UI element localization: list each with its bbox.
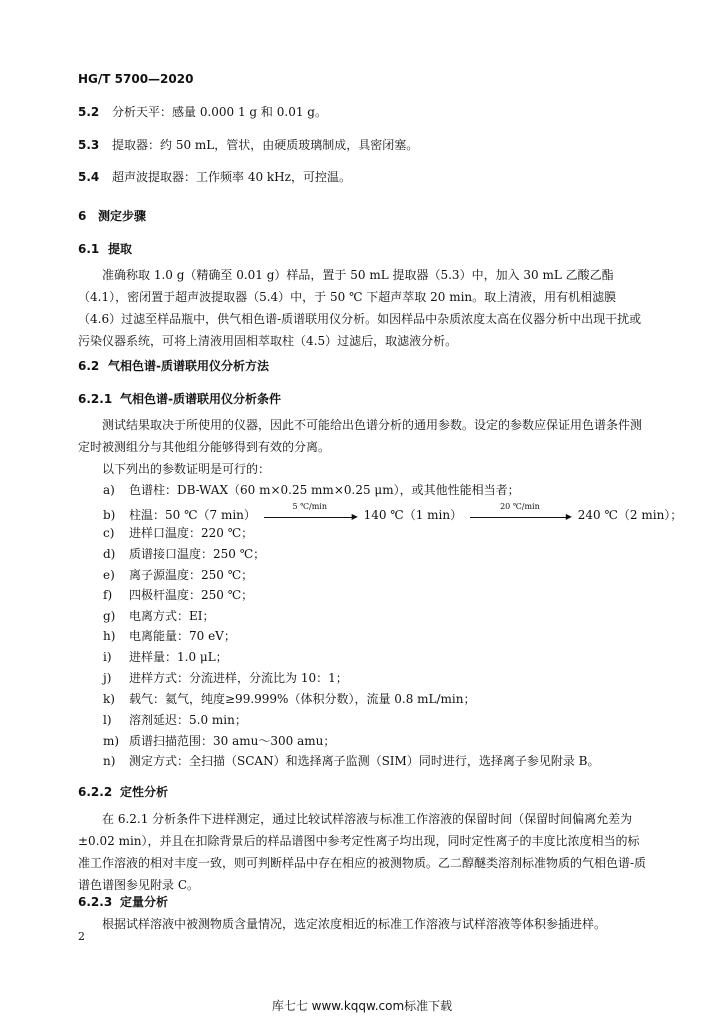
- section-number: 6.2.1: [78, 392, 113, 406]
- item-marker: j): [103, 671, 112, 685]
- list-item-n: [103, 752, 599, 769]
- item-marker: l): [103, 713, 112, 727]
- list-item-l: [103, 711, 247, 728]
- item-marker: d): [103, 547, 116, 561]
- ramp-arrow-2: [470, 502, 572, 521]
- ramp-arrow-1: [264, 502, 358, 521]
- item-text: 电离方式：EI；: [129, 609, 215, 623]
- section-number: 6.1: [78, 242, 100, 256]
- paragraph-6-2-1-a: 测试结果取决于所使用的仪器，因此不可能给出色谱分析的通用参数。设定的参数应保证用色谱条件测定时被测组分与其他组分能够得到有效的分离。: [78, 418, 643, 454]
- section-6-2-2-heading: [78, 783, 168, 800]
- list-item-g: [103, 607, 215, 624]
- item-text: 进样口温度：220 ℃；: [129, 526, 254, 540]
- section-6-2-3-heading: [78, 893, 168, 910]
- ramp-rate-1: 5 ℃/min: [292, 502, 328, 511]
- list-item-k: [103, 690, 476, 707]
- section-title: 气相色谱-质谱联用仪分析条件: [120, 392, 281, 406]
- clause-text: 提取器：约 50 mL，管状，由硬质玻璃制成，具密闭塞。: [112, 138, 419, 152]
- section-6-2-1-heading: [78, 390, 281, 407]
- item-text: 质谱接口温度：250 ℃；: [129, 547, 266, 561]
- clause-number: 5.4: [78, 170, 100, 184]
- list-item-m: [103, 732, 335, 749]
- list-item-d: [103, 545, 265, 562]
- section-title: 测定步骤: [98, 209, 147, 223]
- page-number: 2: [78, 930, 85, 943]
- paragraph-6-1: 准确称取 1.0 g（精确至 0.01 g）样品，置于 50 mL 提取器（5.3）中，加入 30 mL 乙酸乙酯（4.1），密闭置于超声波提取器（5.4）中，于 50 ℃ 下超声萃取 20 min。取上清液，用有机相滤膜（4.6）过滤至样品瓶中，供气相色谱-质谱联用仪分析。如因样品中杂质浓度太高在仪器分析中出现干扰或污染仪器系统，可将上清液用固相萃取柱（4.5）过滤后，取滤液分析。: [78, 268, 642, 348]
- item-text: 电离能量：70 eV；: [129, 629, 236, 643]
- ramp-rate-2: 20 ℃/min: [500, 502, 540, 511]
- clause-text: 超声波提取器：工作频率 40 kHz，可控温。: [112, 170, 351, 184]
- item-marker: i): [103, 650, 112, 664]
- paragraph-6-2-1-b: 以下列出的参数证明是可行的：: [102, 462, 271, 476]
- item-text: 离子源温度：250 ℃；: [129, 568, 254, 582]
- list-item-a: [103, 481, 520, 498]
- item-marker: g): [103, 609, 116, 623]
- item-text: 测定方式：全扫描（SCAN）和选择离子监测（SIM）同时进行，选择离子参见附录 B。: [129, 754, 600, 768]
- item-text: 溶剂延迟：5.0 min；: [129, 713, 247, 727]
- item-marker: h): [103, 629, 116, 643]
- list-item-e: [103, 566, 253, 583]
- document-code: HG/T 5700—2020: [78, 72, 194, 86]
- section-number: 6.2: [78, 359, 100, 373]
- section-title: 定性分析: [120, 785, 169, 799]
- paragraph-6-2-2: 在 6.2.1 分析条件下进样测定，通过比较试样溶液与标准工作溶液的保留时间（保留时间偏离允差为±0.02 min），并且在扣除背景后的样品谱图中参考定性离子均出现，同时定性离子的丰度比浓度相当的标准工作溶液的相对丰度一致，则可判断样品中存在相应的被测物质。乙二醇醚类溶剂标准物质的气相色谱-质谱色谱图参见附录 C。: [78, 812, 647, 892]
- clause-text: 分析天平：感量 0.000 1 g 和 0.01 g。: [112, 105, 327, 119]
- clause-5-3: [78, 136, 418, 153]
- item-marker: c): [103, 526, 115, 540]
- clause-number: 5.2: [78, 105, 100, 119]
- section-number: 6.2.2: [78, 785, 113, 799]
- item-text: 质谱扫描范围：30 amu～300 amu；: [129, 734, 336, 748]
- list-item-j: [103, 669, 348, 686]
- arrow-head-icon: ▶: [351, 512, 358, 521]
- item-text: 载气：氦气，纯度≥99.999%（体积分数），流量 0.8 mL/min；: [129, 692, 476, 706]
- clause-5-2: [78, 103, 327, 120]
- clause-number: 5.3: [78, 138, 100, 152]
- item-text: 四极杆温度：250 ℃；: [129, 588, 254, 602]
- oven-start: 柱温：50 ℃（7 min）: [129, 508, 256, 522]
- list-item-h: [103, 627, 236, 644]
- section-title: 提取: [108, 242, 133, 256]
- item-text: 进样方式：分流进样，分流比为 10：1；: [129, 671, 348, 685]
- item-marker: b): [103, 508, 116, 522]
- list-item-f: [103, 586, 253, 603]
- oven-mid: 140 ℃（1 min）: [363, 508, 463, 522]
- section-6-1-heading: [78, 240, 132, 257]
- section-number: 6: [78, 209, 87, 223]
- watermark-footer: 库七七 www.kqqw.com标准下载: [271, 999, 453, 1013]
- item-marker: f): [103, 588, 113, 602]
- section-title: 气相色谱-质谱联用仪分析方法: [108, 359, 269, 373]
- arrow-head-icon: ▶: [565, 512, 572, 521]
- section-title: 定量分析: [120, 895, 169, 909]
- section-6-2-heading: [78, 357, 269, 374]
- item-marker: m): [103, 734, 120, 748]
- arrow-line: [470, 517, 570, 518]
- item-text: 色谱柱：DB-WAX（60 m×0.25 mm×0.25 μm），或其他性能相当者；: [129, 483, 520, 497]
- item-marker: e): [103, 568, 115, 582]
- arrow-line: [264, 517, 356, 518]
- paragraph-6-2-3: 根据试样溶液中被测物质含量情况，选定浓度相近的标准工作溶液与试样溶液等体积参插进样。: [102, 917, 607, 931]
- list-item-i: [103, 648, 228, 665]
- list-item-b: [103, 502, 683, 523]
- item-text: 进样量：1.0 μL；: [129, 650, 228, 664]
- item-marker: k): [103, 692, 115, 706]
- item-marker: a): [103, 483, 115, 497]
- clause-5-4: [78, 168, 351, 185]
- list-item-c: [103, 524, 253, 541]
- oven-end: 240 ℃（2 min）；: [577, 508, 683, 522]
- section-6-heading: [78, 207, 146, 224]
- section-number: 6.2.3: [78, 895, 113, 909]
- item-marker: n): [103, 754, 116, 768]
